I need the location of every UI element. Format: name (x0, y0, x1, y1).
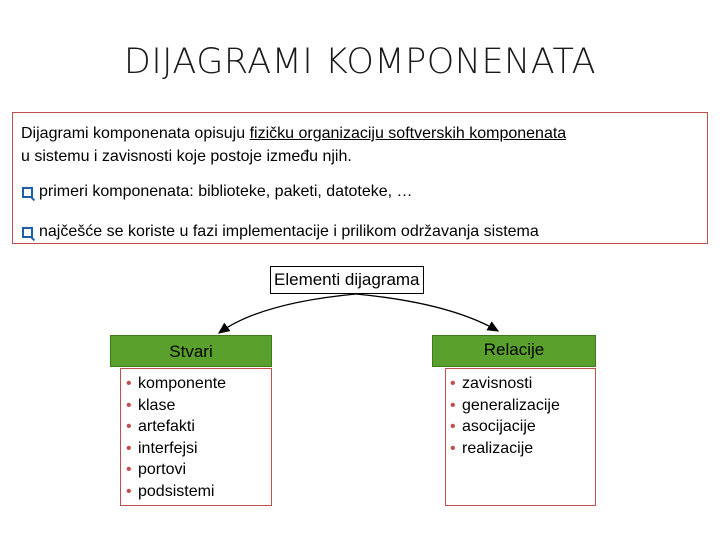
list-item: • asocijacije (450, 416, 560, 438)
stvari-header-label: Stvari (169, 342, 213, 361)
list-item: • interfejsi (126, 438, 226, 460)
bullet-text: primeri komponenata: biblioteke, paketi, datoteke, … (39, 183, 413, 200)
intro-text-part1: Dijagrami komponenata opisuju (21, 125, 250, 142)
list-item: • generalizacije (450, 395, 560, 417)
list-item: • podsistemi (126, 481, 226, 503)
list-item: • portovi (126, 459, 226, 481)
elements-label: Elementi dijagrama (270, 266, 424, 294)
bullet-text: najčešće se koriste u fazi implementacije i prilikom održavanja sistema (39, 223, 539, 240)
relacije-list (450, 373, 560, 459)
page-title: DIJAGRAMI KOMPONENATA (123, 42, 597, 82)
list-item: • klase (126, 395, 226, 417)
list-item: • zavisnosti (450, 373, 560, 395)
list-item: • artefakti (126, 416, 226, 438)
list-item: • realizacije (450, 438, 560, 460)
relacije-header-label: Relacije (483, 340, 545, 359)
arrow-to-relacije (356, 294, 498, 331)
intro-text-part2: u sistemu i zavisnosti koje postoje između njih. (21, 148, 352, 165)
arrow-to-stvari (219, 294, 356, 333)
intro-text-underlined: fizičku organizaciju softverskih komponenata (249, 125, 567, 142)
stvari-list (126, 373, 226, 502)
list-item: • komponente (126, 373, 226, 395)
